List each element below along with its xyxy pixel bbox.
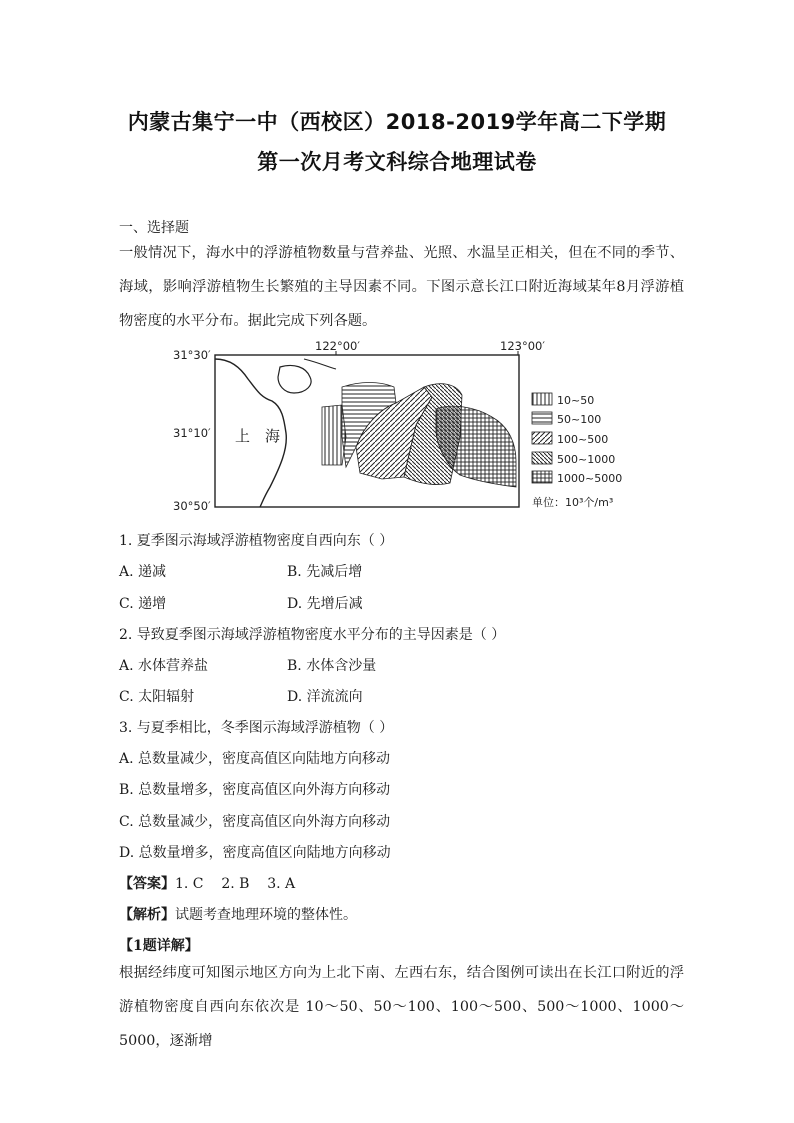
legend-label: 1000~5000 [557, 472, 623, 485]
section-heading: 一、选择题 [119, 220, 189, 236]
analysis-label: 【解析】 [119, 907, 175, 923]
question-3-stem: 3. 与夏季相比，冬季图示海域浮游植物（ ） [119, 720, 394, 736]
question-2-option-a[interactable]: A. 水体营养盐 [119, 658, 209, 674]
answer-label: 【答案】 [119, 876, 175, 892]
intro-paragraph: 一般情况下，海水中的浮游植物数量与营养盐、光照、水温呈正相关，但在不同的季节、海域，影响浮游植物生长繁殖的主导因素不同。下图示意长江口附近海域某年8月浮游植物密度的水平分布。据此完成下列各题。 [119, 245, 684, 329]
legend-label: 500~1000 [557, 453, 616, 466]
analysis-line [119, 904, 357, 924]
question-3-option-d[interactable]: D. 总数量增多，密度高值区向陆地方向移动 [119, 845, 391, 861]
legend-label: 10~50 [557, 394, 595, 407]
question-2-stem: 2. 导致夏季图示海域浮游植物密度水平分布的主导因素是（ ） [119, 627, 506, 643]
land-label-shang: 上 [235, 427, 251, 445]
map-legend [532, 393, 622, 509]
question-2-option-c[interactable]: C. 太阳辐射 [119, 689, 195, 705]
question-3-option-b[interactable]: B. 总数量增多，密度高值区向外海方向移动 [119, 782, 391, 798]
legend-unit: 单位：10³个/m³ [532, 496, 614, 509]
lat-top-label: 31°30′ [173, 348, 211, 362]
lon-left-label: 122°00′ [315, 339, 360, 353]
answer-text: 1. C 2. B 3. A [175, 876, 296, 892]
lon-right-label: 123°00′ [500, 339, 545, 353]
plankton-density-map [160, 337, 630, 517]
document-title: 内蒙古集宁一中（西校区）2018-2019学年高二下学期 [127, 110, 667, 134]
document-subtitle: 第一次月考文科综合地理试卷 [257, 150, 537, 174]
question-1-option-a[interactable]: A. 递减 [119, 564, 167, 580]
question-1-option-c[interactable]: C. 递增 [119, 596, 167, 612]
question-1-option-b[interactable]: B. 先减后增 [287, 564, 363, 580]
legend-label: 100~500 [557, 433, 609, 446]
question-1-stem: 1. 夏季图示海域浮游植物密度自西向东（ ） [119, 533, 394, 549]
question-2-option-b[interactable]: B. 水体含沙量 [287, 658, 377, 674]
lat-bottom-label: 30°50′ [173, 499, 211, 513]
question-2-option-d[interactable]: D. 洋流流向 [287, 689, 363, 705]
question-3-option-c[interactable]: C. 总数量减少，密度高值区向外海方向移动 [119, 814, 391, 830]
land-label-hai: 海 [265, 427, 281, 445]
legend-label: 50~100 [557, 413, 602, 426]
detail-paragraph: 根据经纬度可知图示地区方向为上北下南、左西右东，结合图例可读出在长江口附近的浮游植物密度自西向东依次是 10～50、50～100、100～500、500～1000、1000～5000，逐渐增 [119, 965, 684, 1049]
question-3-option-a[interactable]: A. 总数量减少，密度高值区向陆地方向移动 [119, 751, 391, 767]
detail-heading: 【1题详解】 [119, 938, 199, 954]
analysis-text: 试题考查地理环境的整体性。 [175, 907, 357, 923]
lat-mid-label: 31°10′ [173, 426, 211, 440]
answer-line [119, 873, 295, 893]
question-1-option-d[interactable]: D. 先增后减 [287, 596, 363, 612]
